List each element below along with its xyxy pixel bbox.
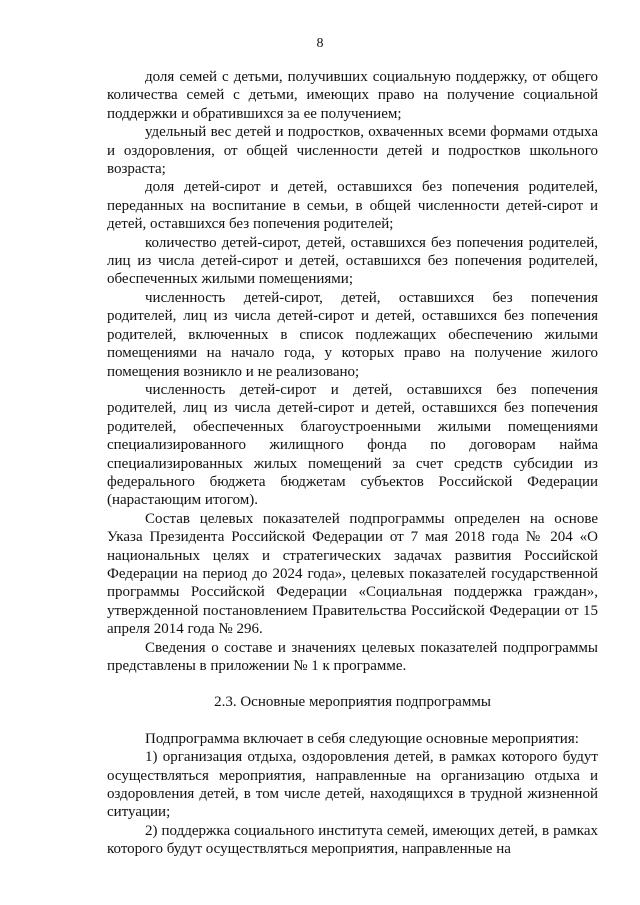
paragraph: численность детей-сирот и детей, оставшихся без попечения родителей, лиц из числа детей-сирот и детей, оставшихся без попечения родителей, обеспеченных благоустроенными жилыми помещениями специализированного жилищного фонда по договорам найма специализированных жилых помещений за счет средств субсидии из федерального бюджета бюджетам субъектов Российской Федерации (нарастающим итогом). (107, 381, 598, 509)
page-number: 8 (316, 36, 324, 51)
paragraph: Состав целевых показателей подпрограммы определен на основе Указа Президента Российской Федерации от 7 мая 2018 года № 204 «О национальных целях и стратегических задачах развития Российской Федерации на период до 2024 года», целевых показателей государственной программы Российской Федерации «Социальная поддержка граждан», утвержденной постановлением Правительства Российской Федерации от 15 апреля 2014 года № 296. (107, 510, 598, 638)
paragraph: 2) поддержка социального института семей, имеющих детей, в рамках которого будут осуществляться мероприятия, направленные на (107, 822, 598, 858)
paragraph: численность детей-сирот, детей, оставшихся без попечения родителей, лиц из числа детей-сирот и детей, оставшихся без попечения родителей, включенных в список подлежащих обеспечению жилыми помещениями на начало года, у которых право на получение жилого помещения возникло и не реализовано; (107, 289, 598, 380)
paragraph: количество детей-сирот, детей, оставшихся без попечения родителей, лиц из числа детей-сирот и детей, оставшихся без попечения родителей, обеспеченных жилыми помещениями; (107, 234, 598, 288)
section-heading: 2.3. Основные мероприятия подпрограммы (214, 694, 491, 711)
paragraph: 1) организация отдыха, оздоровления детей, в рамках которого будут осуществляться мероприятия, направленные на организацию отдыха и оздоровления детей, в том числе детей, находящихся в трудной жизненной ситуации; (107, 749, 598, 821)
document-body (107, 68, 598, 859)
paragraph: удельный вес детей и подростков, охваченных всеми формами отдыха и оздоровления, от общей численности детей и подростков школьного возраста; (107, 124, 598, 178)
paragraph: Сведения о составе и значениях целевых показателей подпрограммы представлены в приложении № 1 к программе. (107, 639, 598, 674)
paragraph: доля детей-сирот и детей, оставшихся без попечения родителей, переданных на воспитание в семьи, в общей численности детей-сирот и детей, оставшихся без попечения родителей; (107, 179, 598, 233)
paragraph: доля семей с детьми, получивших социальную поддержку, от общего количества семей с детьми, имеющих право на получение социальной поддержки и обратившихся за ее получением; (107, 69, 598, 122)
paragraph: Подпрограмма включает в себя следующие основные мероприятия: (145, 730, 579, 747)
